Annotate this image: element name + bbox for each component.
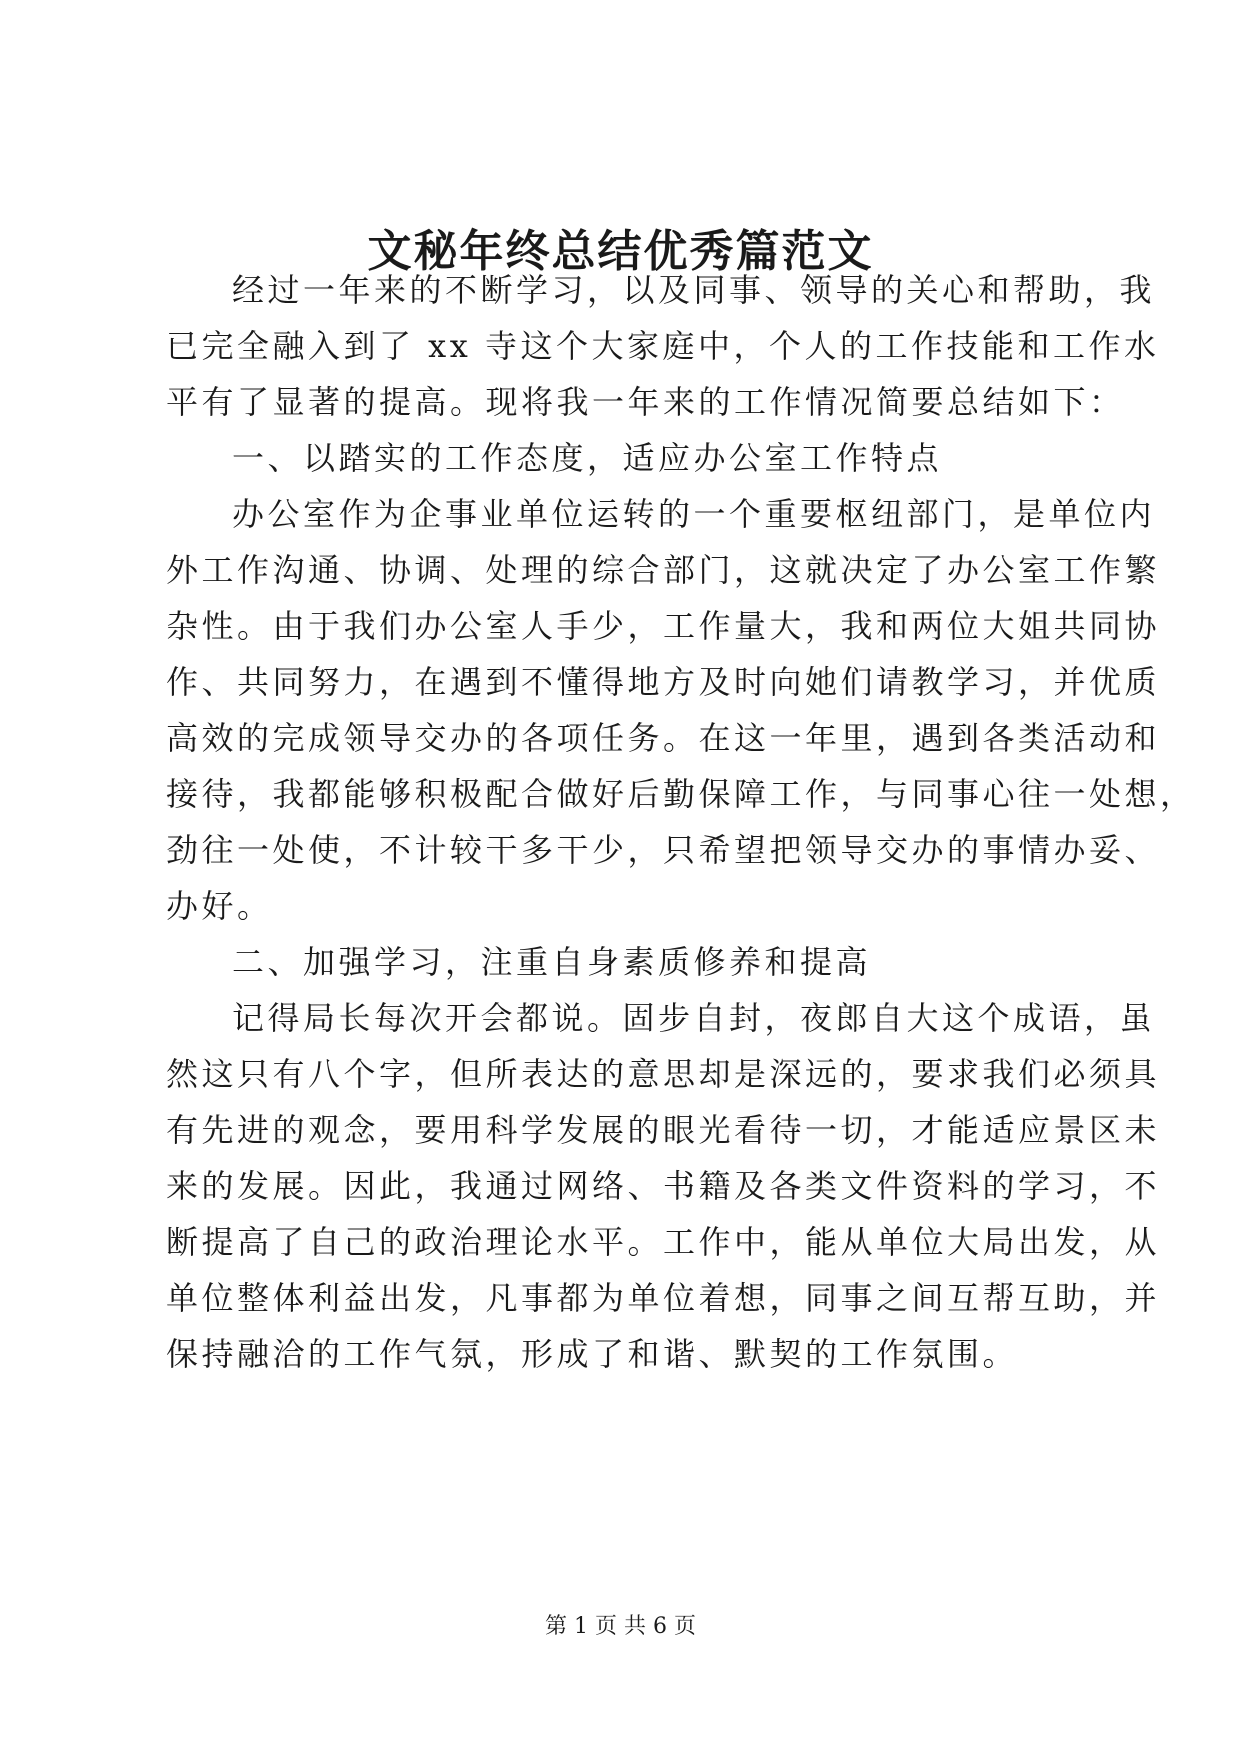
text-line: 外工作沟通、协调、处理的综合部门，这就决定了办公室工作繁 [166, 551, 1161, 589]
text-line: 经过一年来的不断学习，以及同事、领导的关心和帮助，我 [232, 271, 1156, 309]
text-line: 接待，我都能够积极配合做好后勤保障工作，与同事心往一处想， [166, 775, 1196, 813]
text-line: 断提高了自己的政治理论水平。工作中，能从单位大局出发，从 [166, 1223, 1161, 1261]
page-number-footer: 第 1 页 共 6 页 [545, 1614, 696, 1639]
text-line: 记得局长每次开会都说。固步自封，夜郎自大这个成语，虽 [232, 999, 1156, 1037]
text-line: 杂性。由于我们办公室人手少，工作量大，我和两位大姐共同协 [166, 607, 1161, 645]
text-line: 来的发展。因此，我通过网络、书籍及各类文件资料的学习，不 [166, 1167, 1161, 1205]
section-heading: 一、以踏实的工作态度，适应办公室工作特点 [232, 439, 943, 477]
text-line: 办公室作为企事业单位运转的一个重要枢纽部门，是单位内 [232, 495, 1156, 533]
text-line: 办好。 [166, 887, 273, 925]
text-line: 单位整体利益出发，凡事都为单位着想，同事之间互帮互助，并 [166, 1279, 1161, 1317]
document-title: 文秘年终总结优秀篇范文 [367, 226, 874, 277]
text-line: 然这只有八个字，但所表达的意思却是深远的，要求我们必须具 [166, 1055, 1161, 1093]
text-line: 作、共同努力，在遇到不懂得地方及时向她们请教学习，并优质 [166, 663, 1161, 701]
text-line: 已完全融入到了 xx 寺这个大家庭中，个人的工作技能和工作水 [166, 327, 1160, 365]
text-line: 劲往一处使，不计较干多干少，只希望把领导交办的事情办妥、 [166, 831, 1161, 869]
text-line: 有先进的观念，要用科学发展的眼光看待一切，才能适应景区未 [166, 1111, 1161, 1149]
text-line: 平有了显著的提高。现将我一年来的工作情况简要总结如下： [166, 383, 1125, 421]
text-line: 高效的完成领导交办的各项任务。在这一年里，遇到各类活动和 [166, 719, 1161, 757]
text-line: 保持融洽的工作气氛，形成了和谐、默契的工作氛围。 [166, 1335, 1019, 1373]
section-heading: 二、加强学习，注重自身素质修养和提高 [232, 943, 872, 981]
